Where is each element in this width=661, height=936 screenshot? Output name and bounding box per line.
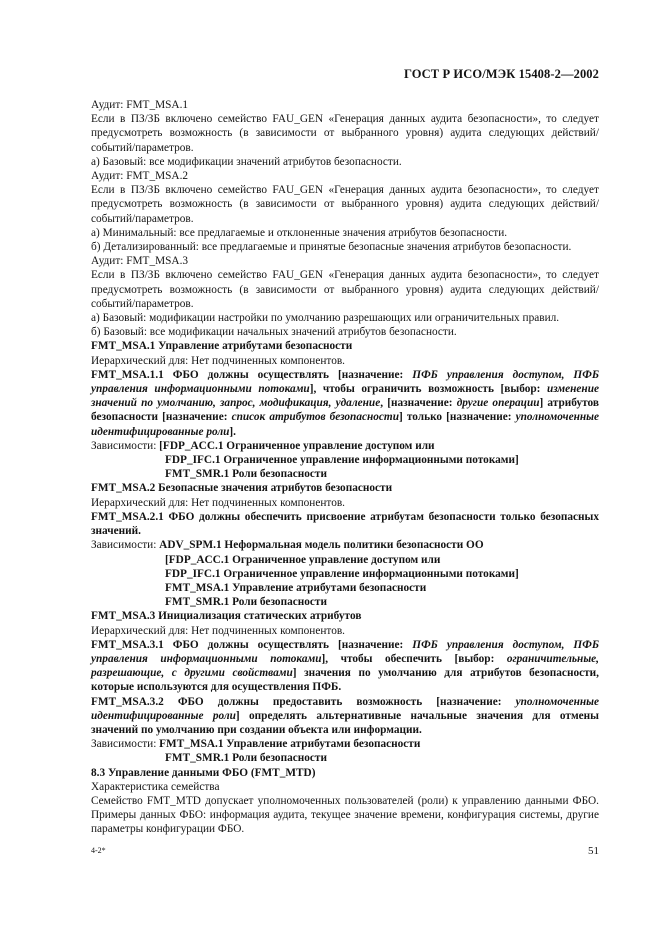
dependencies [91,439,599,453]
hierarchical-text: Иерархический для: Нет подчиненных компонентов. [91,496,345,509]
section-subtitle: Характеристика семейства [91,780,220,793]
requirement-id: FMT_MSA.2.1 [91,510,164,523]
dependency-item: ADV_SPM.1 Неформальная модель политики безопасности ОО [159,539,484,552]
dependencies [91,538,599,552]
requirement-id: FMT_MSA.3.1 [91,638,164,651]
req-text: ] определять альтернативные начальные значения для отмены значений по умолчанию при создании объекта или информации. [91,709,599,736]
audit-list-item: а) Минимальный: все предлагаемые и отклоненные значения атрибутов безопасности. [91,226,508,239]
dependencies-label: Зависимости: [91,738,160,751]
req-italic: уполномоченные идентифицированные роли [91,411,599,438]
req-text: ]. [229,425,237,438]
req-italic: ПФБ управления доступом, ПФБ управления информационными потоками [91,368,599,396]
audit-label: Аудит: FMT_MSA.2 [91,170,189,183]
req-text: ], чтобы обеспечить [выбор: [321,652,507,665]
req-text: ФБО должны осуществлять [назначение: [163,368,413,381]
requirement-id: FMT_MSA.3.2 [91,695,164,708]
req-text: ] атрибутов безопасности [назначение: [91,397,599,424]
dependency-item: FDP_IFC.1 Ограниченное управление информационными потоками] [165,567,519,580]
req-text: ] только [назначение: [399,411,516,424]
req-text: ФБО должны обеспечить присвоение атрибутам безопасности только безопасных значений. [91,510,599,538]
dependencies-label: Зависимости: [91,439,160,452]
dependency-item: [FDP_ACC.1 Ограниченное управление доступом или [159,439,435,452]
req-italic: изменение значений по умолчанию, запрос, модификация, удаление [91,383,600,410]
audit-label: Аудит: FMT_MSA.3 [91,255,189,268]
audit-paragraph: Если в ПЗ/ЗБ включено семейство FAU_GEN «Генерация данных аудита безопасности», то следует предусмотреть возможность (в зависимости от выбранного уровня) аудита следующих действий/событий/параметров. [91,184,599,225]
audit-label-text: Аудит: FMT_MSA.1 [91,99,189,111]
dependency-item: FMT_SMR.1 Роли безопасности [165,596,327,609]
req-italic: ограничительные, разрешающие, с другими свойствами [91,652,599,680]
req-italic: другие операции [456,397,540,410]
requirement [91,368,599,439]
audit-list-item: а) Базовый: модификации настройки по умолчанию разрешающих или ограничительных правил. [91,312,560,325]
dependency-item: FMT_SMR.1 Роли безопасности [165,468,327,481]
requirement-id: FMT_MSA.1.1 [91,368,164,381]
req-italic: уполномоченные идентифицированные роли [91,695,599,722]
sheet-mark: 4-2* [91,846,106,855]
audit-list-item: а) Базовый: все модификации значений атрибутов безопасности. [91,155,402,168]
section-paragraph: Семейство FMT_MTD допускает уполномоченных пользователей (роли) к управлению данными ФБО. Примеры данных ФБО: информация аудита, текущее значение времени, конфигурация системы, другие параметры конфигурации ФБО. [91,794,599,836]
audit-label [91,98,599,112]
audit-paragraph: Если в ПЗ/ЗБ включено семейство FAU_GEN «Генерация данных аудита безопасности», то следует предусмотреть возможность (в зависимости от выбранного уровня) аудита следующих действий/событий/параметров. [91,269,599,310]
dependencies-label: Зависимости: [91,539,160,552]
component-title: FMT_MSA.1 Управление атрибутами безопасности [91,340,353,353]
page-number: 51 [588,845,599,857]
component-title: FMT_MSA.3 Инициализация статических атрибутов [91,610,362,623]
dependency-item: [FDP_ACC.1 Ограниченное управление доступом или [165,553,441,566]
req-text: , [назначение: [380,397,457,410]
audit-paragraph: Если в ПЗ/ЗБ включено семейство FAU_GEN «Генерация данных аудита безопасности», то следует предусмотреть возможность (в зависимости от выбранного уровня) аудита следующих действий/событий/параметров. [91,113,599,154]
req-italic: ПФБ управления доступом, ПФБ управления информационными потоками [91,638,599,665]
dependency-item: FMT_MSA.1 Управление атрибутами безопасности [159,738,421,751]
hierarchical-text: Иерархический для: Нет подчиненных компонентов. [91,624,345,637]
dependency-item: FMT_MSA.1 Управление атрибутами безопасности [165,581,427,594]
dependency-item: FDP_IFC.1 Ограниченное управление информационными потоками] [165,454,519,467]
req-text: ФБО должны осуществлять [назначение: [163,638,413,651]
req-text: ], чтобы ограничить возможность [выбор: [309,383,547,396]
dependency-item: FMT_SMR.1 Роли безопасности [165,752,327,765]
hierarchical-text: Иерархический для: Нет подчиненных компонентов. [91,354,345,367]
req-text: ФБО должны предоставить возможность [назначение: [163,695,516,708]
requirement [91,695,599,738]
page-header: ГОСТ Р ИСО/МЭК 15408-2—2002 [403,67,599,81]
req-text: ] значения по умолчанию для атрибутов безопасности, которые используются для осуществления ПФБ. [91,667,599,694]
dependencies [91,737,599,751]
requirement [91,510,599,538]
requirement [91,638,599,695]
component-title: FMT_MSA.2 Безопасные значения атрибутов безопасности [91,482,393,495]
page-content [91,98,599,837]
audit-list-item: б) Базовый: все модификации начальных значений атрибутов безопасности. [91,326,457,339]
req-italic: список атрибутов безопасности [231,411,399,424]
audit-list-item: б) Детализированный: все предлагаемые и принятые безопасные значения атрибутов безопасности. [91,241,572,254]
section-title: 8.3 Управление данными ФБО (FMT_MTD) [91,766,316,779]
